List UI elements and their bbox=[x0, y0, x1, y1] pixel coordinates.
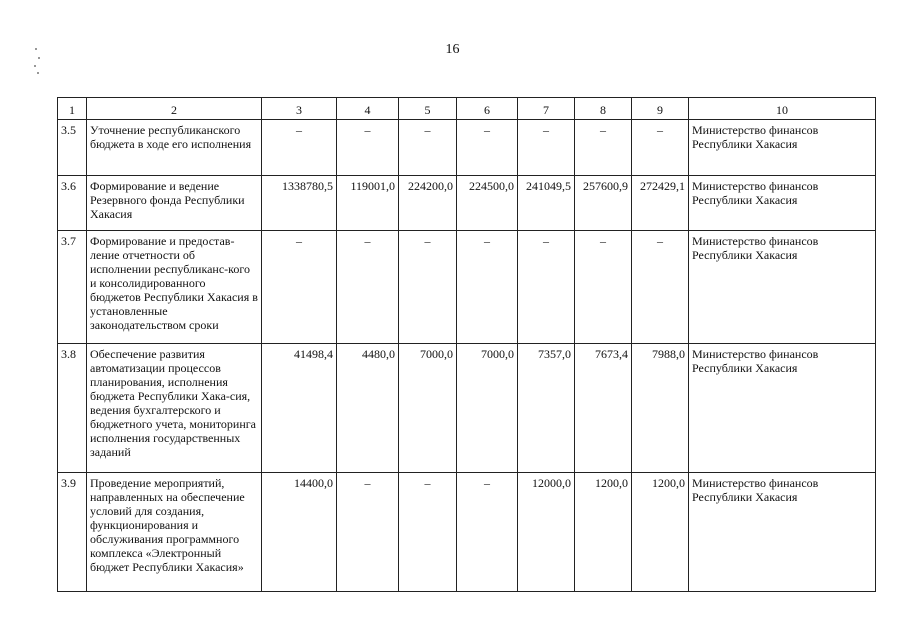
value-cell: 1338780,5 bbox=[262, 176, 337, 231]
value-cell: – bbox=[457, 473, 518, 592]
value-cell: 41498,4 bbox=[262, 344, 337, 473]
value-cell: – bbox=[399, 473, 457, 592]
value-cell: 14400,0 bbox=[262, 473, 337, 592]
value-cell: 7988,0 bbox=[632, 344, 689, 473]
value-cell: 224500,0 bbox=[457, 176, 518, 231]
executor-cell: Министерство финансов Республики Хакасия bbox=[689, 231, 876, 344]
row-number-cell: 3.5 bbox=[58, 120, 87, 176]
value-cell: – bbox=[262, 120, 337, 176]
value-cell: 1200,0 bbox=[575, 473, 632, 592]
executor-cell: Министерство финансов Республики Хакасия bbox=[689, 344, 876, 473]
header-cell: 5 bbox=[399, 98, 457, 120]
table-header-row bbox=[58, 98, 876, 120]
value-cell: 7357,0 bbox=[518, 344, 575, 473]
value-cell: 272429,1 bbox=[632, 176, 689, 231]
header-cell: 1 bbox=[58, 98, 87, 120]
measure-name-cell: Обеспечение развития автоматизации процессов планирования, исполнения бюджета Республики Хака-сия, ведения бухгалтерского и бюджетного учета, мониторинга исполнения государственных заданий bbox=[87, 344, 262, 473]
value-cell: – bbox=[399, 120, 457, 176]
page-number: 16 bbox=[445, 42, 460, 57]
value-cell: – bbox=[337, 120, 399, 176]
value-cell: – bbox=[262, 231, 337, 344]
value-cell: – bbox=[337, 473, 399, 592]
table-row bbox=[58, 473, 876, 592]
value-cell: 224200,0 bbox=[399, 176, 457, 231]
value-cell: – bbox=[575, 120, 632, 176]
value-cell: – bbox=[457, 120, 518, 176]
row-number-cell: 3.8 bbox=[58, 344, 87, 473]
value-cell: 7000,0 bbox=[457, 344, 518, 473]
header-cell: 7 bbox=[518, 98, 575, 120]
value-cell: – bbox=[632, 120, 689, 176]
measure-name-cell: Формирование и ведение Резервного фонда Республики Хакасия bbox=[87, 176, 262, 231]
value-cell: – bbox=[518, 231, 575, 344]
value-cell: – bbox=[457, 231, 518, 344]
row-number-cell: 3.7 bbox=[58, 231, 87, 344]
row-number-cell: 3.6 bbox=[58, 176, 87, 231]
value-cell: 1200,0 bbox=[632, 473, 689, 592]
scan-speck-icon bbox=[33, 48, 41, 76]
value-cell: 7000,0 bbox=[399, 344, 457, 473]
header-cell: 3 bbox=[262, 98, 337, 120]
executor-cell: Министерство финансов Республики Хакасия bbox=[689, 120, 876, 176]
value-cell: – bbox=[518, 120, 575, 176]
header-cell: 4 bbox=[337, 98, 399, 120]
value-cell: 12000,0 bbox=[518, 473, 575, 592]
executor-cell: Министерство финансов Республики Хакасия bbox=[689, 176, 876, 231]
table-row bbox=[58, 231, 876, 344]
measure-name-cell: Формирование и предостав-ление отчетности об исполнении республиканс-кого и консолидированного бюджетов Республики Хакасия в установленные законодательством сроки bbox=[87, 231, 262, 344]
executor-cell: Министерство финансов Республики Хакасия bbox=[689, 473, 876, 592]
budget-measures-table bbox=[57, 97, 876, 592]
table-row bbox=[58, 344, 876, 473]
header-cell: 2 bbox=[87, 98, 262, 120]
value-cell: 7673,4 bbox=[575, 344, 632, 473]
value-cell: 241049,5 bbox=[518, 176, 575, 231]
header-cell: 9 bbox=[632, 98, 689, 120]
value-cell: – bbox=[575, 231, 632, 344]
header-cell: 6 bbox=[457, 98, 518, 120]
measure-name-cell: Проведение мероприятий, направленных на обеспечение условий для создания, функционирования и обслуживания программного комплекса «Электронный бюджет Республики Хакасия» bbox=[87, 473, 262, 592]
value-cell: 119001,0 bbox=[337, 176, 399, 231]
value-cell: – bbox=[632, 231, 689, 344]
value-cell: – bbox=[337, 231, 399, 344]
value-cell: – bbox=[399, 231, 457, 344]
table-row bbox=[58, 176, 876, 231]
table-row bbox=[58, 120, 876, 176]
value-cell: 4480,0 bbox=[337, 344, 399, 473]
value-cell: 257600,9 bbox=[575, 176, 632, 231]
header-cell: 10 bbox=[689, 98, 876, 120]
header-cell: 8 bbox=[575, 98, 632, 120]
row-number-cell: 3.9 bbox=[58, 473, 87, 592]
measure-name-cell: Уточнение республиканского бюджета в ходе его исполнения bbox=[87, 120, 262, 176]
